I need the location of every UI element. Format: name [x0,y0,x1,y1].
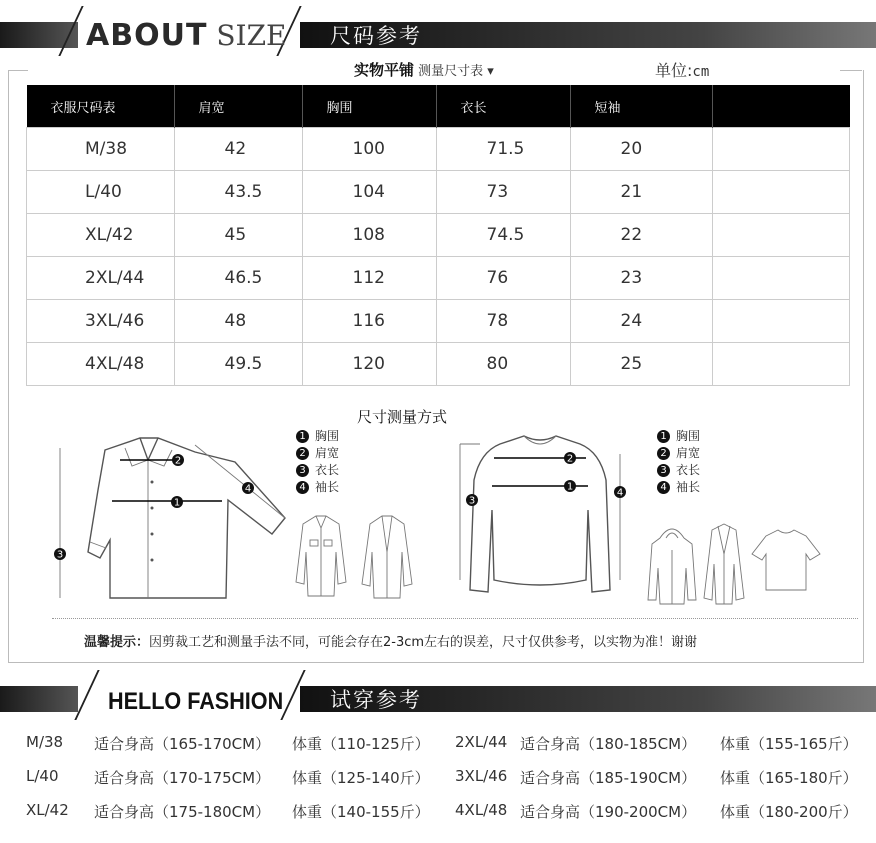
legend-number: 4 [296,481,309,494]
legend-item [296,428,339,445]
try-on-size: M/38 [26,733,64,751]
table-cell: 120 [302,343,436,386]
try-on-weight: 体重（165-180斤） [720,769,858,787]
legend-number: 1 [296,430,309,443]
tip-body: 因剪裁工艺和测量手法不同，可能会存在2-3cm左右的误差，尺寸仅供参考，以实物为准！谢谢 [149,635,698,650]
legend-number: 1 [657,430,670,443]
table-cell [712,343,850,386]
legend-number: 2 [296,447,309,460]
hello-fashion-title: HELLO FASHION [108,688,284,715]
shirt-illustration [40,430,300,610]
legend-label: 胸围 [676,429,701,443]
table-cell: 3XL/46 [27,300,175,343]
legend-item [296,462,339,479]
frame-top-right [840,70,862,71]
table-cell: 76 [436,257,570,300]
table-cell: 49.5 [174,343,302,386]
legend-left [296,428,339,496]
table-cell: 22 [570,214,712,257]
subtitle-bold: 实物平铺 [354,61,415,79]
table-cell: 24 [570,300,712,343]
unit-value: cm [692,64,710,80]
try-on-size: L/40 [26,767,59,785]
table-header-cell: 衣服尺码表 [27,85,175,128]
sweater-illustration [460,430,640,600]
table-header-cell: 衣长 [436,85,570,128]
table-cell [712,214,850,257]
legend-right [657,428,700,496]
legend-number: 4 [657,481,670,494]
header-left-bar [0,686,78,712]
try-on-height: 适合身高（175-180CM） [94,803,271,821]
unit-prefix: 单位: [655,61,693,80]
table-cell: 71.5 [436,128,570,171]
size-table [26,85,850,386]
marker-4 [242,482,254,495]
table-row [27,257,850,300]
try-on-size: 2XL/44 [455,733,508,751]
table-cell [712,300,850,343]
header-slash [74,670,99,720]
table-cell: XL/42 [27,214,175,257]
table-cell: 46.5 [174,257,302,300]
table-subtitle [354,59,494,80]
table-cell: 112 [302,257,436,300]
svg-text:4: 4 [616,487,624,499]
top-thumbnails [646,520,826,608]
tip-text [84,631,697,650]
table-cell: 104 [302,171,436,214]
try-on-height: 适合身高（185-190CM） [520,769,697,787]
subtitle-normal: 测量尺寸表 ▾ [414,64,494,79]
table-cell: 20 [570,128,712,171]
frame-top-left [8,70,28,71]
table-cell: 25 [570,343,712,386]
legend-number: 3 [657,464,670,477]
marker-4 [614,486,626,499]
table-cell: 78 [436,300,570,343]
svg-text:3: 3 [56,549,64,561]
table-row [27,300,850,343]
table-cell: 100 [302,128,436,171]
table-cell: 45 [174,214,302,257]
divider-dotted [52,618,858,619]
table-header-row [27,85,850,128]
table-cell: L/40 [27,171,175,214]
legend-item [296,479,339,496]
svg-text:3: 3 [468,495,476,507]
legend-label: 肩宽 [315,446,340,460]
legend-label: 肩宽 [676,446,701,460]
jacket-thumbnails [288,512,418,602]
table-cell: 48 [174,300,302,343]
table-cell: 73 [436,171,570,214]
legend-item [296,445,339,462]
svg-text:2: 2 [566,453,574,465]
table-cell [712,128,850,171]
legend-label: 袖长 [676,480,701,494]
try-on-weight: 体重（180-200斤） [720,803,858,821]
try-on-weight: 体重（125-140斤） [292,769,430,787]
svg-text:1: 1 [173,497,181,509]
legend-item [657,462,700,479]
table-cell: 43.5 [174,171,302,214]
header-left-bar [0,22,78,48]
legend-item [657,479,700,496]
marker-1 [564,480,576,493]
table-cell: 21 [570,171,712,214]
table-cell: M/38 [27,128,175,171]
size-reference-title: 尺码参考 [330,24,422,48]
try-on-height: 适合身高（165-170CM） [94,735,271,753]
try-on-size: 3XL/46 [455,767,508,785]
legend-item [657,428,700,445]
table-cell: 80 [436,343,570,386]
svg-text:4: 4 [244,483,252,495]
table-row [27,171,850,214]
legend-item [657,445,700,462]
try-on-height: 适合身高（170-175CM） [94,769,271,787]
table-header-cell: 胸围 [302,85,436,128]
try-on-height: 适合身高（180-185CM） [520,735,697,753]
marker-2 [564,452,576,465]
try-on-weight: 体重（110-125斤） [292,735,430,753]
table-cell: 4XL/48 [27,343,175,386]
table-cell [712,171,850,214]
try-on-height: 适合身高（190-200CM） [520,803,697,821]
table-cell: 116 [302,300,436,343]
table-header-cell: 短袖 [570,85,712,128]
table-header-cell: 肩宽 [174,85,302,128]
legend-number: 3 [296,464,309,477]
try-on-weight: 体重（140-155斤） [292,803,430,821]
table-row [27,343,850,386]
legend-label: 衣长 [315,463,340,477]
table-row [27,214,850,257]
table-cell: 42 [174,128,302,171]
try-on-size: XL/42 [26,801,69,819]
about-text: ABOUT [86,18,208,53]
marker-3 [466,494,478,507]
legend-label: 胸围 [315,429,340,443]
try-on-weight: 体重（155-165斤） [720,735,858,753]
legend-label: 衣长 [676,463,701,477]
measure-method-title: 尺寸测量方式 [357,408,448,426]
legend-label: 袖长 [315,480,340,494]
try-on-size: 4XL/48 [455,801,508,819]
table-row [27,128,850,171]
svg-text:1: 1 [566,481,574,493]
legend-number: 2 [657,447,670,460]
table-cell: 74.5 [436,214,570,257]
table-cell: 23 [570,257,712,300]
unit-label [655,58,709,81]
size-text: SIZE [207,19,287,52]
svg-text:2: 2 [174,455,182,467]
marker-1 [171,496,183,509]
marker-2 [172,454,184,467]
table-cell: 108 [302,214,436,257]
table-header-cell [712,85,850,128]
marker-3 [54,548,66,561]
about-size-title [86,18,286,53]
table-cell: 2XL/44 [27,257,175,300]
try-on-title: 试穿参考 [330,688,422,712]
tip-label: 温馨提示： [84,635,150,650]
table-cell [712,257,850,300]
